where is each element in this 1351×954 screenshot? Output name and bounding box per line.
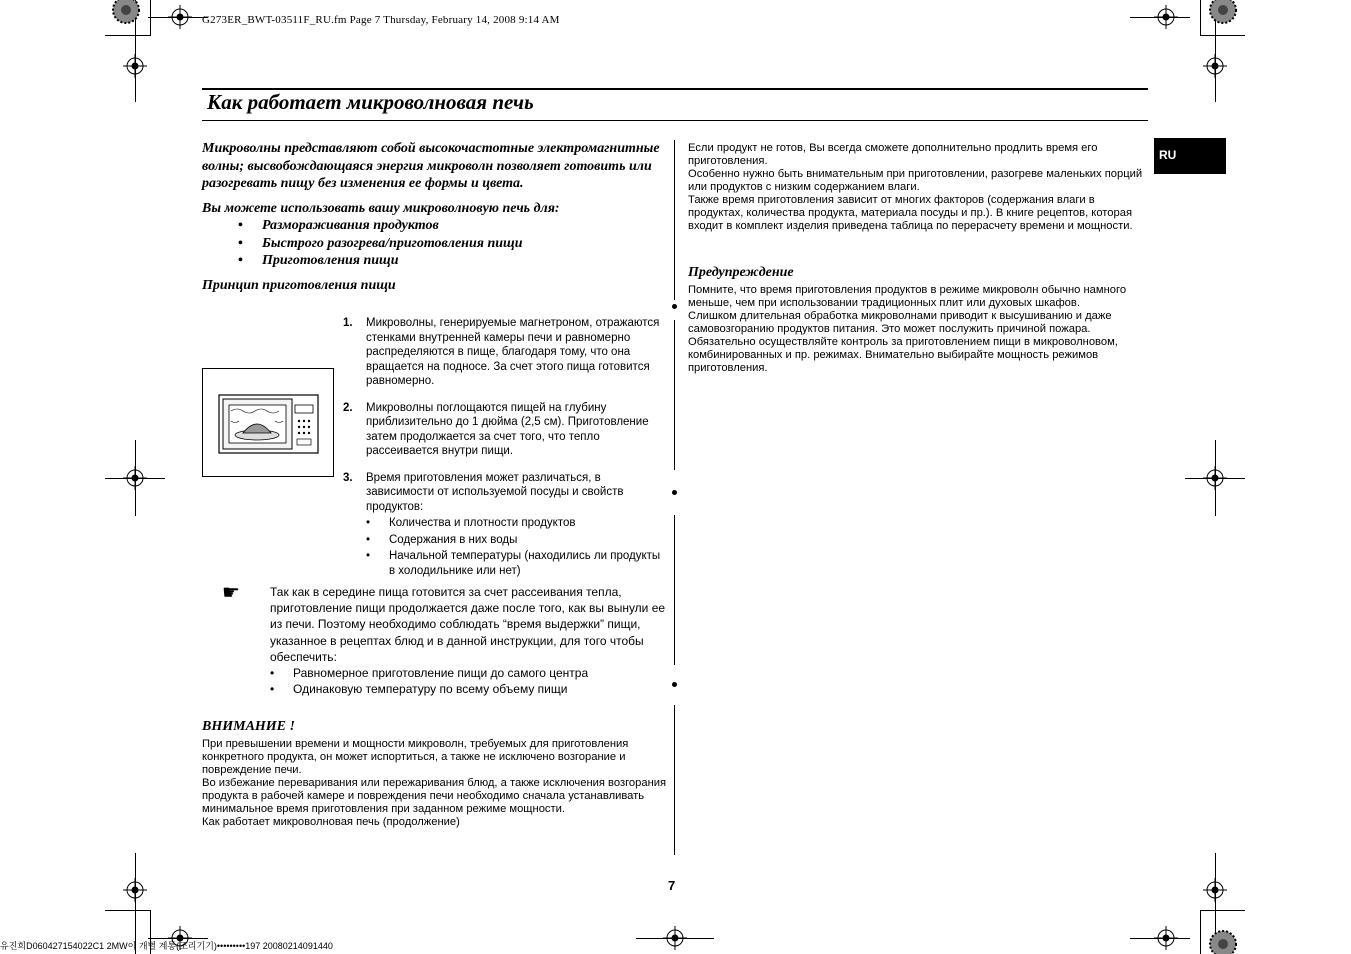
registration-mark-icon (1154, 5, 1178, 29)
note-list (270, 665, 670, 697)
step-text: Микроволны поглощаются пищей на глубину приблизительно до 1 дюйма (2,5 см). Приготовление затем продолжается за счет того, что тепло рассеивается внутри пищи. (366, 401, 649, 457)
language-tab-label: RU (1159, 148, 1177, 162)
page-title: Как работает микроволновая печь (207, 90, 534, 114)
language-tab (1154, 138, 1226, 174)
warning-heading: Предупреждение (688, 265, 794, 280)
paragraph-line: Если продукт не готов, Вы всегда сможете дополнительно продлить время его приготовления. (688, 142, 1098, 167)
step-number: 1. (343, 317, 353, 329)
title-rule-bottom (202, 120, 1148, 121)
registration-mark-icon (123, 466, 147, 490)
left-column (202, 140, 667, 294)
registration-mark-icon (1203, 878, 1227, 902)
uses-list (202, 217, 667, 270)
right-column-text (688, 142, 1148, 233)
registration-mark-icon (123, 878, 147, 902)
list-item: • Количества и плотности продуктов (366, 516, 667, 531)
column-divider (674, 140, 675, 300)
registration-mark-icon (1154, 926, 1178, 950)
column-divider (674, 515, 675, 665)
note-text: Так как в середине пища готовится за счет рассеивания тепла, приготовление пищи продолжается даже после того, как вы вынули ее из печи. Поэтому необходимо соблюдать “время выдержки” пищи, указанное в рецептах блюд и в данной инструкции, для того чтобы обеспечить: (270, 585, 666, 664)
list-item: • Одинаковую температуру по всему объему пищи (270, 681, 670, 697)
step-1 (343, 316, 667, 389)
column-divider (674, 705, 675, 855)
paragraph-line: Также время приготовления зависит от многих факторов (содержания влаги в продуктах, количества продукта, материала посуды и пр.). В книге рецептов, которая входит в комплект изделия приведена таблица по перерасчету времени и мощности. (688, 194, 1133, 232)
registration-mark-icon (1203, 54, 1227, 78)
paragraph-line: Особенно нужно быть внимательным при приготовлении, разогреве маленьких порций или продуктов с низким содержанием влаги. (688, 168, 1143, 193)
divider-dot (672, 490, 677, 495)
attention-line: Как работает микроволновая печь (продолжение) (202, 816, 460, 828)
page-number: 7 (668, 878, 676, 893)
color-wheel-icon (113, 0, 139, 23)
registration-mark-icon (168, 5, 192, 29)
step-number: 2. (343, 401, 353, 414)
warning-body (688, 284, 1148, 375)
intro-paragraph: Микроволны представляют собой высокочастотные электромагнитные волны; высвобождающаяся энергия микроволн позволяет готовить или разогревать пищу без изменения ее формы и цвета. (202, 141, 660, 191)
print-footer-line: 유진희D060427154022C1 2MW이 개별 계통(조리기기)•••••••••197 20080214091440 (0, 941, 333, 951)
list-item: • Начальной температуры (находились ли продукты в холодильнике или нет) (366, 549, 667, 578)
registration-mark-icon (663, 926, 687, 950)
list-item: • Равномерное приготовление пищи до самого центра (270, 665, 670, 681)
divider-dot (672, 304, 677, 309)
registration-mark-icon (123, 54, 147, 78)
attention-heading: ВНИМАНИЕ ! (202, 719, 295, 734)
list-item: • Размораживания продуктов (238, 217, 667, 235)
attention-body (202, 738, 667, 829)
column-divider (674, 320, 675, 470)
color-wheel-icon (1210, 931, 1236, 954)
step-2 (343, 401, 667, 459)
paragraph-line: Слишком длительная обработка микроволнами приводит к высушиванию и даже самовозгоранию продуктов питания. Это может послужить причиной пожара. Обязательно осуществляйте контроль за приготовлением пищи в микроволновом, комбинированных и пр. режимах. Внимательно выбирайте мощность режимов приготовления. (688, 310, 1118, 374)
step-text: Время приготовления может различаться, в зависимости от используемой посуды и свойств продуктов: (366, 471, 624, 513)
file-header-line: G273ER_BWT-03511F_RU.fm Page 7 Thursday, February 14, 2008 9:14 AM (202, 14, 560, 26)
step-3-sublist (366, 516, 667, 578)
list-item: • Содержания в них воды (366, 533, 667, 548)
list-item: • Приготовления пищи (238, 252, 667, 270)
uses-heading: Вы можете использовать вашу микроволновую печь для: (202, 200, 560, 216)
attention-line: Во избежание переваривания или пережаривания блюд, а также исключения возгорания продукта в рабочей камере и повреждения печи необходимо сначала устанавливать минимальное время приготовления при заданном режиме мощности. (202, 777, 667, 815)
principle-steps (343, 316, 667, 578)
attention-line: При превышении времени и мощности микроволн, требуемых для приготовления конкретного продукта, он может испортиться, а также не исключено возгорание и повреждение печи. (202, 738, 629, 776)
list-item: • Быстрого разогрева/приготовления пищи (238, 235, 667, 253)
paragraph-line: Помните, что время приготовления продуктов в режиме микроволн обычно намного меньше, чем при использовании традиционных плит или духовых шкафов. (688, 284, 1127, 309)
microwave-oven-illustration (203, 369, 333, 476)
color-wheel-icon (1210, 0, 1236, 23)
microwave-illustration (202, 368, 334, 477)
pointing-hand-icon: ☛ (222, 582, 240, 604)
step-text: Микроволны, генерируемые магнетроном, отражаются стенками внутренней камеры печи и равномерно распределяются в пище, благодаря тому, что она вращается на подносе. За счет этого пища готовится равномерно. (366, 317, 660, 387)
registration-mark-icon (1203, 466, 1227, 490)
step-number: 3. (343, 471, 353, 484)
step-3 (343, 471, 667, 579)
principle-heading: Принцип приготовления пищи (202, 277, 396, 293)
standing-time-note (270, 584, 670, 697)
divider-dot (672, 682, 677, 687)
